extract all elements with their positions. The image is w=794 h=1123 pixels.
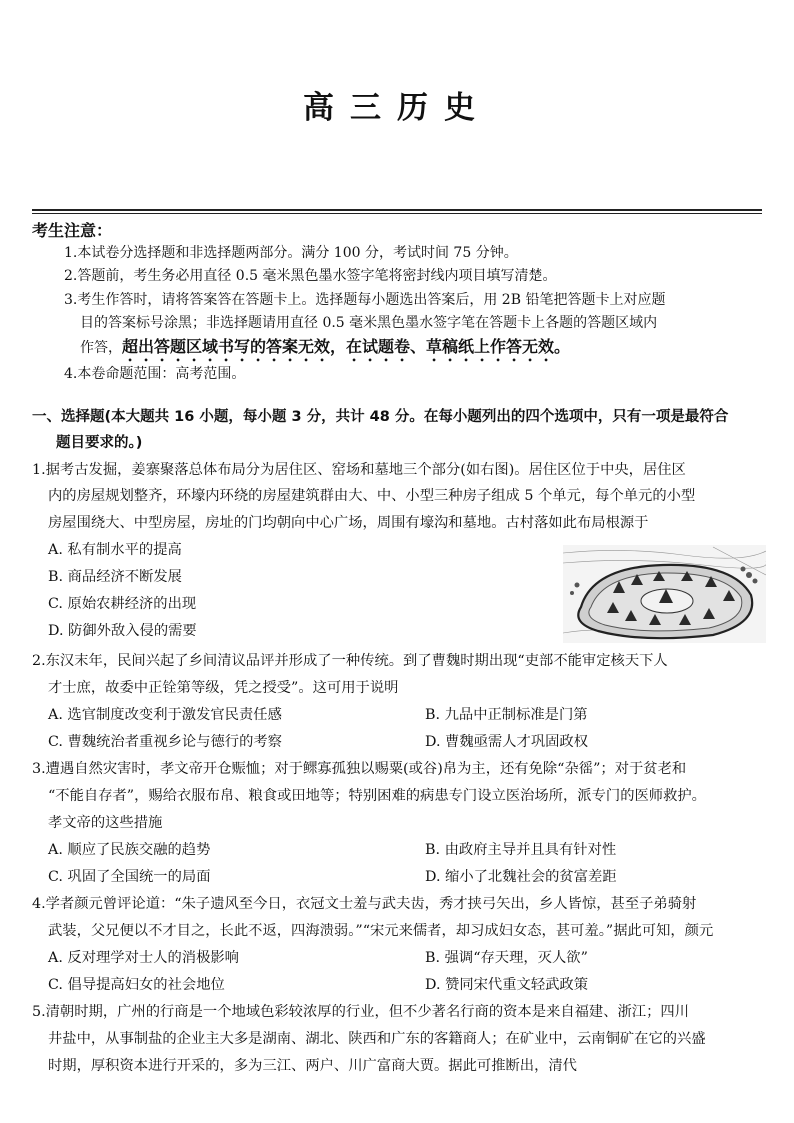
question-1-line-3: 房屋围绕大、中型房屋，房址的门均朝向中心广场，周围有壕沟和墓地。古村落如此布局根源于 (48, 515, 649, 531)
section-heading-cont: 题目要求的。) (56, 435, 143, 451)
header-rule-thick (32, 209, 762, 211)
jiangzhai-settlement-illustration (563, 545, 766, 643)
question-5-line-2: 井盐中，从事制盐的企业主大多是湖南、湖北、陕西和广东的客籍商人；在矿业中，云南铜矿在它的兴盛 (48, 1031, 706, 1047)
section-heading: 一、选择题(本大题共 16 小题，每小题 3 分，共计 48 分。在每小题列出的四个选项中，只有一项是最符合 (32, 409, 729, 425)
question-4-option-b: B. 强调“存天理，灭人欲” (425, 950, 588, 966)
question-3-line-3: 孝文帝的这些措施 (48, 815, 163, 831)
question-3-option-b: B. 由政府主导并且具有针对性 (425, 842, 617, 858)
page-title: 高三历史 (303, 90, 491, 126)
question-3-line-2: “不能自存者”，赐给衣服布帛、粮食或田地等；特别困难的病患专门设立医治场所，派专门的医师救护。 (48, 788, 706, 804)
notice-item-3-cont: 目的答案标号涂黑；非选择题请用直径 0.5 毫米黑色墨水签字笔在答题卡上各题的答题区域内 (80, 315, 658, 331)
question-2-option-b: B. 九品中正制标准是门第 (425, 707, 588, 723)
question-2-line-2: 才士庶，故委中正铨第等级，凭之授受”。这可用于说明 (48, 680, 399, 696)
question-2-option-c: C. 曹魏统治者重视乡论与德行的考察 (48, 734, 282, 750)
question-3-option-c: C. 巩固了全国统一的局面 (48, 869, 211, 885)
question-1-option-b: B. 商品经济不断发展 (48, 569, 182, 585)
notice-item-1: 1.本试卷分选择题和非选择题两部分。满分 100 分，考试时间 75 分钟。 (64, 245, 518, 261)
notice-item-2: 2.答题前，考生务必用直径 0.5 毫米黑色墨水签字笔将密封线内项目填写清楚。 (64, 268, 557, 284)
question-1-option-c: C. 原始农耕经济的出现 (48, 596, 197, 612)
question-2-line-1: 2.东汉末年，民间兴起了乡间清议品评并形成了一种传统。到了曹魏时期出现“吏部不能审定核天下人 (32, 653, 668, 669)
question-1-line-2: 内的房屋规划整齐，环壕内环绕的房屋建筑群由大、中、小型三种房子组成 5 个单元，每个单元的小型 (48, 488, 696, 504)
question-3-line-1: 3.遭遇自然灾害时，孝文帝开仓赈恤；对于鳏寡孤独以赐粟(或谷)帛为主，还有免除“杂徭”；对于贫老和 (32, 761, 687, 777)
question-1-option-d: D. 防御外敌入侵的需要 (48, 623, 197, 639)
question-5-line-3: 时期，厚积资本进行开采的，多为三江、两户、川广富商大贾。据此可推断出，清代 (48, 1058, 577, 1074)
header-rule-thin (32, 213, 762, 214)
notice-item-3-end-plain: 作答， (80, 340, 122, 356)
question-1-line-1: 1.据考古发掘，姜寨聚落总体布局分为居住区、窑场和墓地三个部分(如右图)。居住区位于中央，居住区 (32, 462, 686, 478)
notice-emphasis: 超出答题区域书写的答案无效，在试题卷、草稿纸上作答无效。 (122, 337, 571, 356)
notice-item-3-end (80, 337, 570, 365)
question-4-option-d: D. 赞同宋代重文轻武政策 (425, 977, 589, 993)
question-1-option-a: A. 私有制水平的提高 (48, 542, 182, 558)
question-4-line-2: 武装，父兄便以不才目之，长此不返，四海溃弱。”“宋元来儒者，却习成妇女态，甚可羞。”据此可知，颜元 (48, 923, 714, 939)
question-2-option-a: A. 选官制度改变利于激发官民责任感 (48, 707, 282, 723)
notice-item-3: 3.考生作答时，请将答案答在答题卡上。选择题每小题选出答案后，用 2B 铅笔把答题卡上对应题 (64, 292, 666, 308)
question-4-line-1: 4.学者颜元曾评论道：“朱子遗风至今日，衣冠文士羞与武夫齿，秀才挟弓矢出，乡人皆惊，甚至子弟骑射 (32, 896, 697, 912)
question-4-option-a: A. 反对理学对士人的消极影响 (48, 950, 239, 966)
question-4-option-c: C. 倡导提高妇女的社会地位 (48, 977, 225, 993)
question-5-line-1: 5.清朝时期，广州的行商是一个地域色彩较浓厚的行业，但不少著名行商的资本是来自福建、浙江；四川 (32, 1004, 689, 1020)
question-3-option-a: A. 顺应了民族交融的趋势 (48, 842, 211, 858)
notice-item-4: 4.本卷命题范围：高考范围。 (64, 366, 246, 382)
question-2-option-d: D. 曹魏亟需人才巩固政权 (425, 734, 589, 750)
question-3-option-d: D. 缩小了北魏社会的贫富差距 (425, 869, 617, 885)
notice-heading: 考生注意： (32, 221, 113, 240)
